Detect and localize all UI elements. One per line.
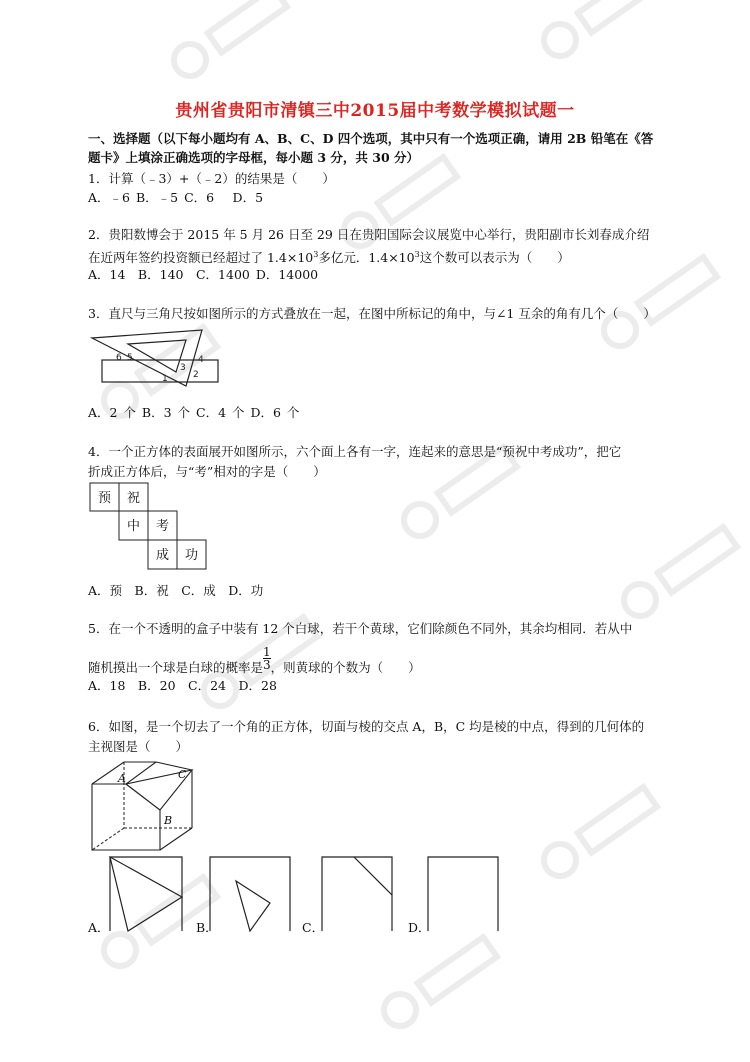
q6-stem-line2: 主视图是（ ）: [88, 739, 189, 754]
q6-label-b: B: [164, 814, 173, 827]
q2-stem-line2: [88, 246, 570, 267]
net-cell-zhong: 中: [126, 519, 141, 534]
q2-text-b: 多亿元．1.4×10: [318, 250, 415, 266]
triangle-outer: [92, 330, 202, 386]
q2-text-a: 在近两年签约投资额已经超过了 1.4×10: [88, 250, 314, 266]
q5-text-a: 随机摸出一个球是白球的概率是: [88, 660, 264, 675]
q1-stem: 1．计算（﹣3）+（﹣2）的结果是（ ）: [88, 171, 335, 186]
q4-stem-line2: 折成正方体后，与“考”相对的字是（ ）: [88, 464, 326, 479]
q3-options: A．2 个 B．3 个 C．4 个 D．6 个: [88, 405, 300, 420]
q3-label-6: 6: [116, 353, 122, 363]
q3-label-1: 1: [162, 374, 168, 384]
q3-ruler-triangle-figure: [90, 326, 220, 390]
q3-label-4: 4: [198, 355, 204, 365]
q6-cut-cube-figure: [88, 758, 200, 854]
net-cell-yu: 预: [97, 491, 112, 506]
q6-choice-c-label: C．: [302, 920, 325, 935]
q4-options: A．预 B．祝 C．成 D．功: [88, 583, 264, 598]
section-heading-line2: 题卡》上填涂正确选项的字母框，每小题 3 分，共 30 分）: [88, 150, 420, 165]
net-cell-zhu: 祝: [126, 491, 141, 506]
q3-label-2: 2: [193, 370, 199, 380]
q3-label-3: 3: [180, 363, 186, 373]
q6-choice-b-label: B．: [196, 920, 218, 935]
q5-stem-line1: 5．在一个不透明的盒子中装有 12 个白球，若干个黄球，它们除颜色不同外，其余均相同．若从中: [88, 621, 633, 636]
q6-label-c: C: [178, 768, 187, 781]
page-title: 贵州省贵阳市清镇三中2015届中考数学模拟试题一: [175, 101, 575, 121]
q2-stem-line1: 2．贵阳数博会于 2015 年 5 月 26 日至 29 日在贵阳国际会议展览中心举行，贵阳副市长刘春成介绍: [88, 227, 650, 242]
q6-stem-line1: 6．如图，是一个切去了一个角的正方体，切面与棱的交点 A，B，C 均是棱的中点，得到的几何体的: [88, 719, 645, 734]
q5-options: A．18 B．20 C．24 D．28: [88, 678, 277, 693]
q6-choice-d-label: D．: [408, 920, 431, 935]
fraction-numerator: 1: [263, 645, 271, 659]
q5-text-b: ，则黄球的个数为（ ）: [270, 660, 421, 675]
q3-stem: 3．直尺与三角尺按如图所示的方式叠放在一起，在图中所标记的角中，与∠1 互余的角有几个（ ）: [88, 306, 656, 321]
fraction-denominator: 3: [263, 658, 271, 672]
section-heading-line1: 一、选择题（以下每小题均有 A、B、C、D 四个选项，其中只有一个选项正确，请用 2B 铅笔在《答: [88, 131, 654, 146]
q4-cube-net-figure: [89, 482, 213, 570]
q6-choice-d-view: [420, 855, 504, 933]
q6-choice-a-label: A．: [88, 920, 110, 935]
q4-stem-line1: 4．一个正方体的表面展开如图所示，六个面上各有一字，连起来的意思是“预祝中考成功”，把它: [88, 444, 622, 459]
q6-choice-b-view: [208, 855, 292, 933]
q1-options: A．﹣6 B．﹣5 C．6 D．5: [88, 190, 264, 205]
net-cell-gong: 功: [184, 548, 199, 563]
q6-choice-c-view: [314, 855, 398, 933]
net-cell-cheng: 成: [155, 548, 170, 563]
net-cell-kao: 考: [155, 519, 170, 534]
triangle-inner: [128, 340, 186, 372]
q2-exp2: 3: [414, 250, 420, 259]
q2-exp1: 3: [313, 250, 319, 259]
q2-options: A．14 B．140 C．1400 D．14000: [88, 267, 319, 282]
q3-label-5: 5: [127, 353, 133, 363]
q6-choice-a-view: [100, 855, 184, 933]
probability-fraction: [263, 646, 271, 671]
q6-label-a: A: [118, 772, 126, 785]
q2-text-c: 这个数可以表示为（ ）: [419, 250, 570, 266]
